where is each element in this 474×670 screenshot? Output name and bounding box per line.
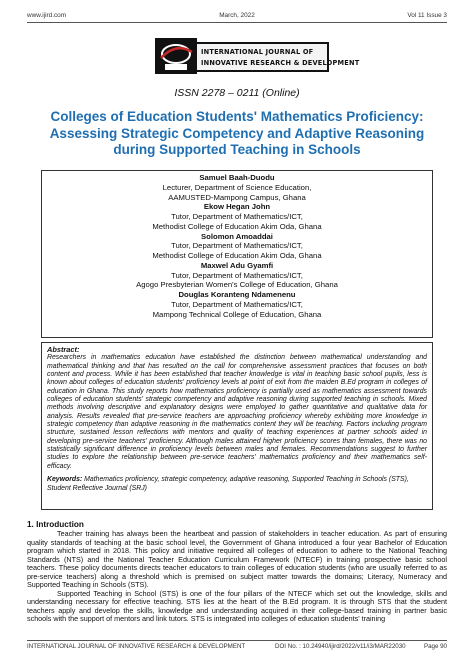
introduction-body [27, 530, 447, 624]
author-affiliation: Tutor, Department of Mathematics/ICT, [171, 270, 303, 280]
keywords-line [47, 476, 427, 493]
journal-name-line-2: INNOVATIVE RESEARCH & DEVELOPMENT [201, 59, 360, 67]
author-affiliation: Tutor, Department of Mathematics/ICT, [171, 241, 303, 251]
abstract-body: Researchers in mathematics education have established the distinction between mathematical understanding and mathematical thinking and that has resulted on the call for comprehensive assessment practices that focuses on both content and process. While it has been established that teacher knowledge is vital in teaching basic school pupils, less is known about colleges of education students' proficiency levels at point of exit from the maiden B.Ed program in colleges of education in Ghana. This study reports how mathematics proficiency is partially used as mathematics assessment towards colleges of education students' strategic competency and adaptive reasoning during supported teaching in schools. Mixed methods involving descriptive and explanatory designs were employed to gather quantitative and qualitative data for analysis. Results revealed that pre-service teachers are approaching proficiency whereby exhibiting more knowledge in strategic competency than adaptive reasoning in the mathematics content they will be teaching. Factors including program structure, sustained lesson reflections with mentors and quality of teaching experiences at partner schools aided in developing pre-service teachers' proficiency. Although males attained higher proficiency scores than females, there was no statistically significant difference in proficiency levels between males and females. Recommendations suggest to further studies to explore the relationship between pre-service teachers' mathematics proficiency and their mathematics self-efficacy. [47, 354, 427, 470]
author-name: Maxwel Adu Gyamfi [200, 260, 274, 270]
journal-name-line-1: INTERNATIONAL JOURNAL OF [201, 48, 314, 56]
abstract-heading: Abstract: [47, 345, 80, 354]
footer-journal-name: INTERNATIONAL JOURNAL OF INNOVATIVE RESEARCH & DEVELOPMENT [27, 643, 246, 650]
footer-page-number: Page 90 [423, 643, 447, 650]
abstract-box [41, 342, 433, 510]
author-affiliation: Methodist College of Education Akim Oda, Ghana [152, 221, 322, 231]
header-divider [27, 22, 447, 23]
author-name: Douglas Koranteng Ndamenenu [178, 290, 296, 299]
running-footer [27, 643, 447, 653]
author-affiliation: Tutor, Department of Mathematics/ICT, [171, 212, 303, 221]
author-affiliation: Agogo Presbyterian Women's College of Education, Ghana [136, 280, 338, 290]
author-affiliation: Methodist College of Education Akim Oda, Ghana [152, 251, 322, 260]
footer-doi[interactable]: DOI No. : 10.24940/ijird/2022/v11/i3/MAR22030 [275, 643, 406, 650]
paper-title: Colleges of Education Students' Mathematics Proficiency: Assessing Strategic Competency and Adaptive Reasoning during Supported Teaching in Schools [49, 109, 425, 157]
author-affiliation: Lecturer, Department of Science Education, [162, 182, 312, 192]
author-affiliation: AAMUSTED-Mampong Campus, Ghana [168, 192, 306, 202]
journal-badge-icon [155, 38, 197, 74]
author-name: Samuel Baah-Duodu [199, 173, 275, 182]
author-box [41, 170, 433, 338]
footer-divider [27, 640, 447, 641]
author-affiliation: Tutor, Department of Mathematics/ICT, [171, 299, 303, 309]
issn-label: ISSN 2278 – 0211 (Online) [174, 87, 300, 99]
keywords-label: Keywords: [47, 476, 83, 484]
author-affiliation: Mampong Technical College of Education, Ghana [152, 309, 322, 319]
header-volume: Vol 11 Issue 3 [407, 12, 447, 19]
author-name: Ekow Hegan John [203, 202, 271, 212]
section-heading-introduction: 1. Introduction [27, 520, 84, 529]
body-paragraph: Teacher training has always been the heartbeat and passion of stakeholders in teacher education. As part of ensuring quality standards of teaching at the basic school level, the Government of Ghana introduced a four year Bachelor of Education program which started in 2018. This policy and initiative required all colleges of education to adhere to the National Teaching Standards (NTS) and the National Teacher Education Curriculum Framework (NTECF) in training prospective basic school teachers. These policy documents directs teacher educators to train colleges of education students (who are usually referred to as pre-service teachers) along a threshold which is premised on subject matter towards the domains; Literacy, Numeracy and Supported Teaching in Schools (STS). [27, 529, 447, 590]
header-website[interactable]: www.ijird.com [27, 12, 67, 19]
running-header [27, 12, 447, 22]
journal-name-banner [195, 42, 360, 72]
header-date: March, 2022 [219, 12, 255, 19]
keywords-text: Mathematics proficiency, strategic competency, adaptive reasoning, Supported Teaching in Schools (STS), Student Reflective Journal (SRJ) [47, 476, 409, 492]
author-name: Solomon Amoaddai [201, 231, 273, 241]
body-paragraph: Supported Teaching in School (STS) is one of the four pillars of the NTECF which set out the knowledge, skills and understanding necessary for effective teaching. STS lies at the heart of the B.Ed program. It is through STS that the student teachers apply and develop the skills, knowledge and understanding acquired in their college-based training in partner basic schools with the support of mentors and link tutors. STS is integrated into colleges of education students' training [27, 588, 447, 624]
journal-logo [155, 38, 360, 74]
